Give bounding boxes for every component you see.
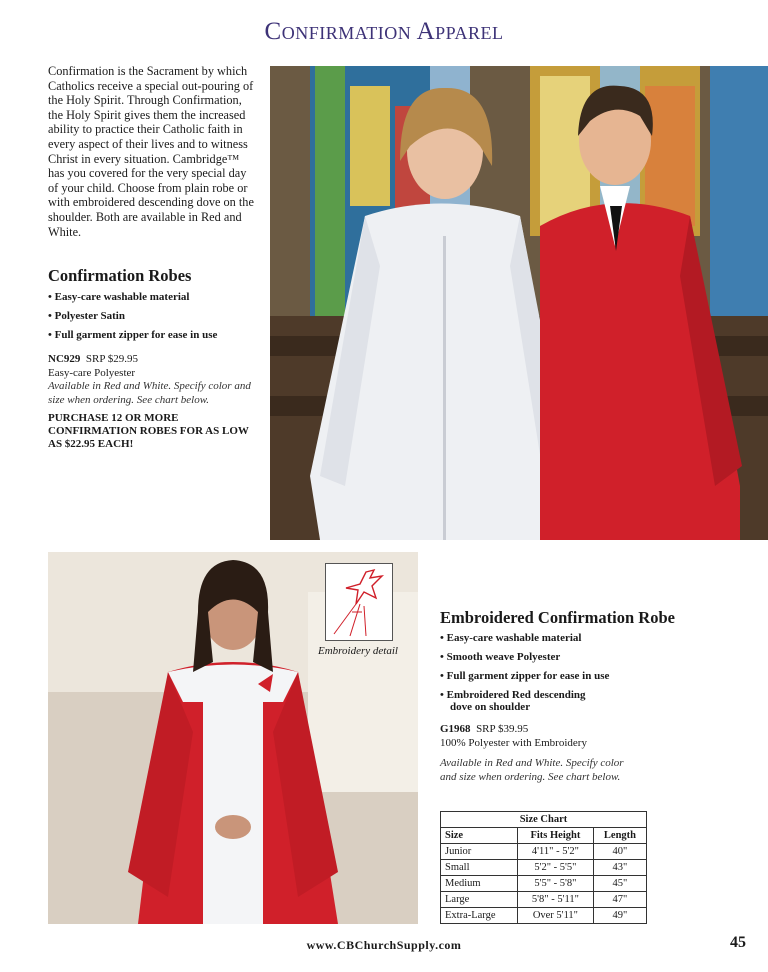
list-item: dove on shoulder: [450, 701, 531, 713]
robes-price: SRP $29.95: [85, 353, 139, 365]
table-cell: 5'5" - 5'8": [517, 876, 593, 892]
table-row: [441, 860, 647, 876]
table-row: [441, 844, 647, 860]
robes-promo: PURCHASE 12 OR MORE CONFIRMATION ROBES FOR AS LOW AS $22.95 EACH!: [48, 412, 249, 450]
embroidered-sku-block: [440, 723, 700, 750]
robes-features-list: [48, 291, 263, 348]
list-item: • Smooth weave Polyester: [440, 651, 670, 663]
embroidered-sku: G1968: [440, 723, 471, 735]
table-cell: 47": [593, 892, 646, 908]
list-item: • Embroidered Red descending: [440, 689, 670, 701]
table-cell: 43": [593, 860, 646, 876]
size-chart: [440, 811, 647, 924]
embroidered-price: SRP $39.95: [476, 723, 529, 735]
embroidery-detail-image: [325, 563, 393, 641]
table-row: [441, 908, 647, 924]
table-cell: Over 5'11": [517, 908, 593, 924]
robes-sku-block: [48, 353, 263, 380]
footer-url[interactable]: www.CBChurchSupply.com: [306, 938, 462, 952]
table-row: [441, 876, 647, 892]
size-chart-table: [440, 811, 647, 924]
embroidery-detail-caption: Embroidery detail: [318, 645, 398, 657]
robes-order-note: Available in Red and White. Specify color and size when ordering. See chart below.: [48, 380, 251, 406]
table-cell: 49": [593, 908, 646, 924]
table-cell: 5'8" - 5'11": [517, 892, 593, 908]
intro-paragraph: Confirmation is the Sacrament by which Catholics receive a special out-pouring of the Holy Spirit. Through Confirmation, the Holy Spirit gives them the increased ability to practice their Catholic faith in every aspect of their lives and to witness Christ in every situation. Cambridge™ has you covered for the very special day of your child. Choose from plain robe or with embroidered descending dove on the shoulder. Both are available in Red and White.: [48, 64, 254, 239]
table-cell: 5'2" - 5'5": [517, 860, 593, 876]
table-cell: Extra-Large: [441, 908, 518, 924]
students-robes-photo: [270, 66, 768, 540]
list-item: • Full garment zipper for ease in use: [48, 329, 263, 341]
page-number: 45: [730, 934, 746, 951]
column-header: Fits Height: [517, 828, 593, 844]
list-item: • Polyester Satin: [48, 310, 263, 322]
table-cell: Junior: [441, 844, 518, 860]
table-cell: 45": [593, 876, 646, 892]
robes-heading: Confirmation Robes: [48, 266, 192, 285]
table-cell: Medium: [441, 876, 518, 892]
page-title: Confirmation Apparel: [264, 18, 504, 45]
column-header: Length: [593, 828, 646, 844]
table-cell: 40": [593, 844, 646, 860]
list-item: • Easy-care washable material: [440, 632, 670, 644]
list-item: • Easy-care washable material: [48, 291, 263, 303]
column-header: Size: [441, 828, 518, 844]
table-cell: Large: [441, 892, 518, 908]
robes-material: Easy-care Polyester: [48, 366, 136, 379]
table-row: [441, 892, 647, 908]
embroidered-material: 100% Polyester with Embroidery: [440, 736, 587, 749]
table-cell: 4'11" - 5'2": [517, 844, 593, 860]
robes-sku: NC929: [48, 353, 81, 365]
embroidered-features-list: [440, 632, 670, 720]
list-item: • Full garment zipper for ease in use: [440, 670, 670, 682]
table-cell: Small: [441, 860, 518, 876]
embroidered-order-note: Available in Red and White. Specify color and size when ordering. See chart below.: [440, 757, 624, 783]
embroidered-heading: Embroidered Confirmation Robe: [440, 608, 675, 627]
size-chart-title: Size Chart: [441, 812, 647, 828]
